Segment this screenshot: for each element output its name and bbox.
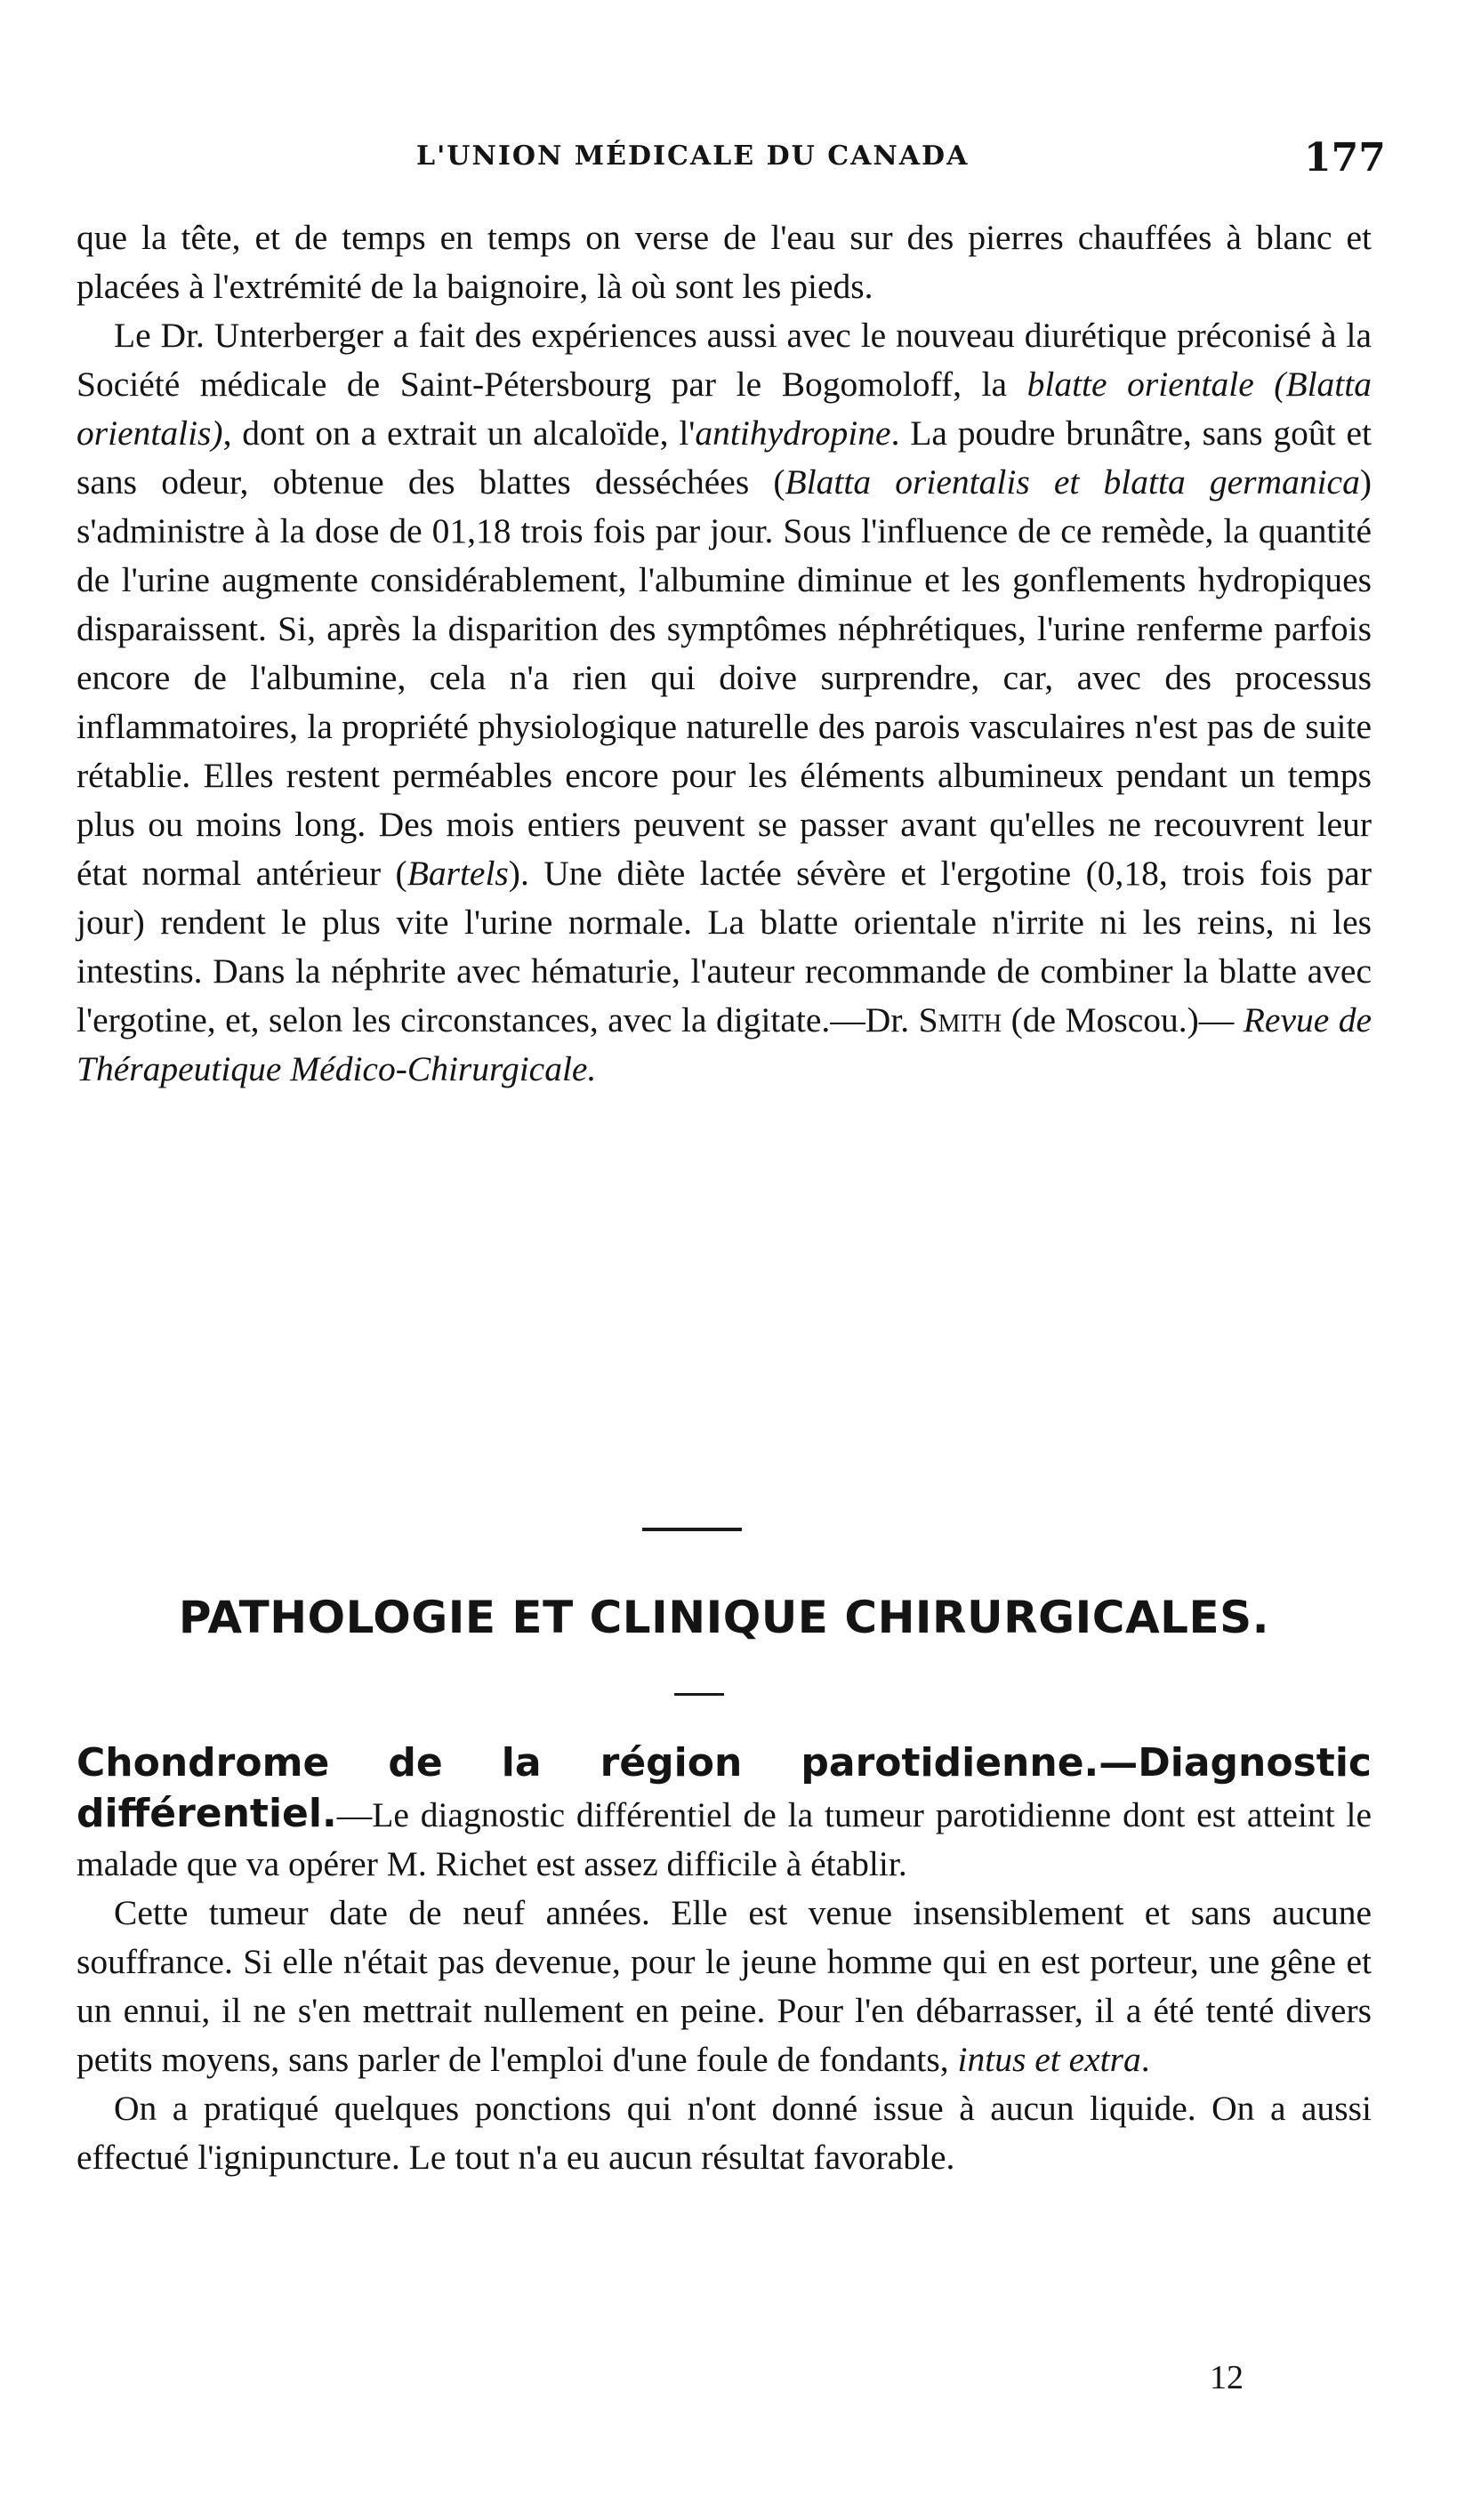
source-citation: Revue de Thérapeutique Médico-Chirurgicale. xyxy=(76,1000,1372,1088)
paragraph-tumeur: Cette tumeur date de neuf années. Elle est venue insensiblement et sans aucune souffrance. Si elle n'était pas devenue, pour le jeune homme qui en est porteur, une gêne et un ennui, il ne s'en mettrait nullement en peine. Pour l'en débarrasser, il a été tenté divers petits moyens, sans parler de l'emploi d'une foule de fondants, intus et extra. xyxy=(76,1893,1372,2079)
page-number: 177 xyxy=(1304,135,1386,181)
heading-underline xyxy=(674,1693,724,1696)
paragraph-1: que la tête, et de temps en temps on verse de l'eau sur des pierres chauffées à blanc et placées à l'extrémité de la baignoire, là où sont les pieds. xyxy=(76,218,1372,306)
paragraph-2: Le Dr. Unterberger a fait des expériences aussi avec le nouveau diurétique préconisé à la Société médicale de Saint-Pétersbourg par le Bogomoloff, la blatte orientale (Blatta orientalis), dont on a extrait un alcaloïde, l'antihydropine. La poudre brunâtre, sans goût et sans odeur, obtenue des blattes desséchées (Blatta orientalis et blatta germanica) s'administre à la dose de 01,18 trois fois par jour. Sous l'influence de ce remède, la quantité de l'urine augmente considérablement, l'albumine diminue et les gonflements hydropiques disparaissent. Si, après la disparition des symptômes néphrétiques, l'urine renferme parfois encore de l'albumine, cela n'a rien qui doive surprendre, car, avec des processus inflammatoires, la propriété physiologique naturelle des parois vasculaires n'est pas de suite rétablie. Elles restent perméables encore pour les éléments albumineux pendant un temps plus ou moins long. Des mois entiers peuvent se passer avant qu'elles ne recouvrent leur état normal antérieur (Bartels). Une diète lactée sévère et l'ergotine (0,18, trois fois par jour) rendent le plus vite l'urine normale. La blatte orientale n'irrite ni les reins, ni les intestins. Dans la néphrite avec hématurie, l'auteur recommande de combiner la blatte avec l'ergotine, et, selon les circonstances, avec la digitate.—Dr. Smith (de Moscou.)— Revue de Thérapeutique Médico-Chirurgicale. xyxy=(76,316,1372,1088)
paragraph-ponctions: On a pratiqué quelques ponctions qui n'ont donné issue à aucun liquide. On a aussi effectué l'ignipuncture. Le tout n'a eu aucun résultat favorable. xyxy=(76,2089,1372,2177)
signature-mark: 12 xyxy=(1210,2359,1244,2396)
article-chondrome xyxy=(76,1738,1372,2182)
article-title-paragraph: Chondrome de la région parotidienne.—Diagnostic différentiel.—Le diagnostic différentiel de la tumeur parotidienne dont est atteint le malade que va opérer M. Richet est assez difficile à établir. xyxy=(76,1740,1372,1883)
section-divider xyxy=(642,1528,742,1531)
article-continuation xyxy=(76,213,1372,1094)
page-header xyxy=(0,135,1465,185)
section-heading: PATHOLOGIE ET CLINIQUE CHIRURGICALES. xyxy=(178,1592,1270,1643)
running-title: L'UNION MÉDICALE DU CANADA xyxy=(416,140,970,172)
article-title: Chondrome de la région parotidienne.—Diagnostic différentiel. xyxy=(76,1740,1372,1836)
